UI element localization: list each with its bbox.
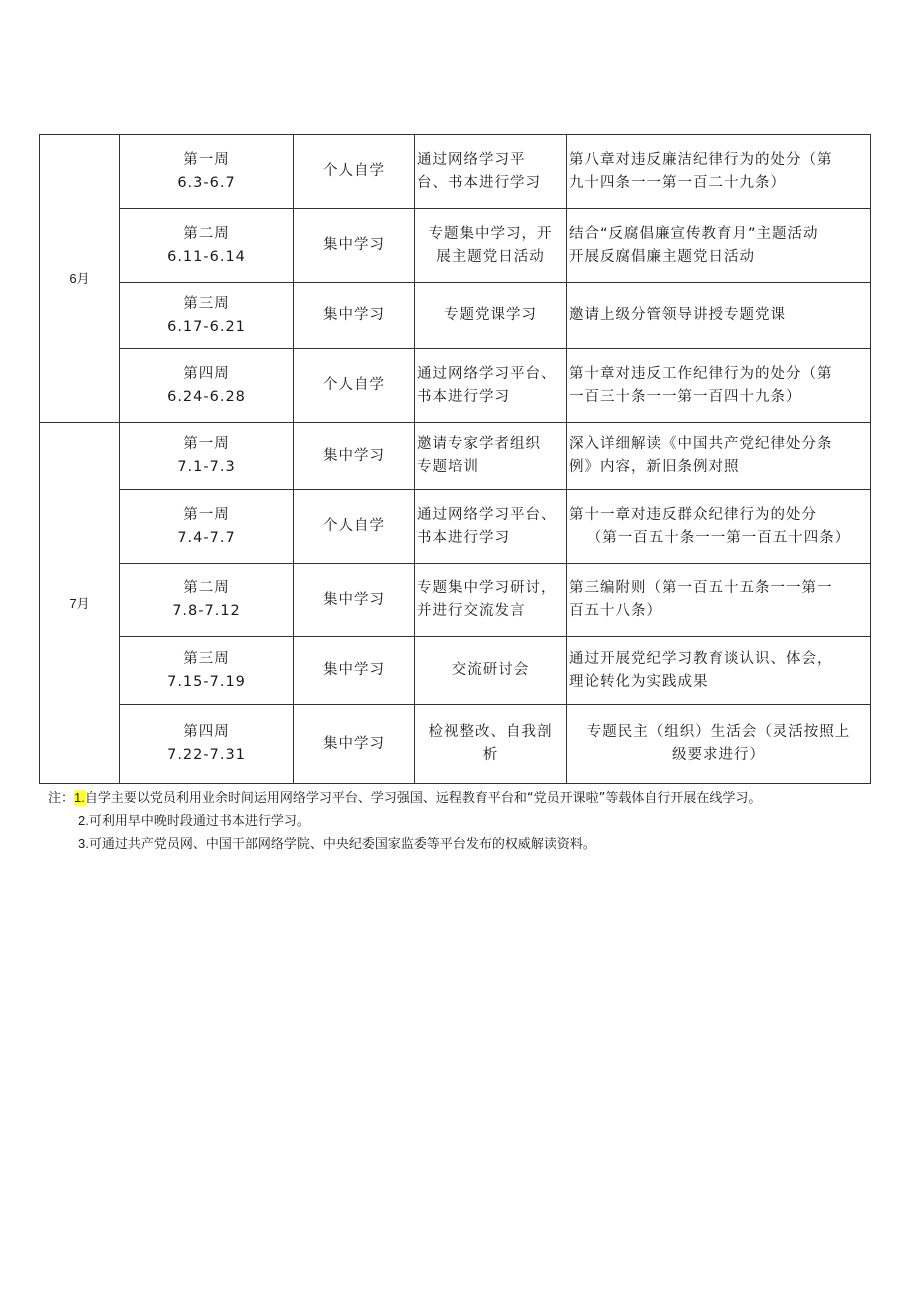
content-line: 专题民主（组织）生活会（灵活按照上 [586,724,851,740]
study-mode-cell: 集中学习 [294,283,415,349]
study-mode-cell: 集中学习 [294,637,415,705]
week-label: 第二周 [183,580,230,596]
form-line: 书本进行学习 [417,388,510,405]
study-form-cell [415,564,567,637]
study-form-cell [415,423,567,490]
form-line: 专题培训 [417,459,479,475]
study-content-cell [567,490,871,564]
week-label: 第四周 [183,724,230,740]
form-line: 析 [482,747,499,763]
study-form-cell [415,209,567,283]
note-text: 可利用早中晚时段通过书本进行学习。 [88,814,310,829]
week-dates: 7.4-7.7 [177,529,236,546]
study-form-cell [415,637,567,705]
week-label: 第一周 [183,506,230,523]
study-mode-cell: 集中学习 [294,705,415,784]
week-label: 第一周 [183,436,230,452]
week-cell [120,209,294,283]
content-line: 第八章对违反廉洁纪律行为的处分（第 [569,151,833,168]
note-item [48,833,761,856]
study-mode-cell: 集中学习 [294,423,415,490]
week-dates: 7.22-7.31 [167,747,246,763]
week-label: 第二周 [183,225,230,242]
study-content-cell [567,135,871,209]
note-text: 可通过共产党员网、中国干部网络学院、中央纪委国家监委等平台发布的权威解读资料。 [88,837,596,852]
content-line: 级要求进行） [672,747,765,763]
study-form-cell [415,705,567,784]
table-row [40,705,871,784]
study-plan-table [39,134,871,784]
form-line: 展主题党日活动 [436,248,545,265]
form-line: 通过网络学习平 [417,151,526,168]
content-line: 邀请上级分管领导讲授专题党课 [569,307,786,323]
content-line: 第三编附则（第一百五十五条一一第一 [569,580,833,596]
note-item [48,810,761,833]
table-row [40,283,871,349]
note-number: 2. [78,813,89,828]
form-line: 通过网络学习平台、 [417,365,557,382]
study-content-cell [567,637,871,705]
study-mode-cell: 个人自学 [294,349,415,423]
table-row [40,209,871,283]
study-mode-cell: 集中学习 [294,564,415,637]
study-mode-cell: 个人自学 [294,490,415,564]
table-row [40,564,871,637]
week-label: 第三周 [183,650,230,667]
content-line: 一百三十条一一第一百四十九条） [569,388,802,405]
week-dates: 7.1-7.3 [177,459,236,475]
form-line: 通过网络学习平台、 [417,506,557,523]
week-cell [120,423,294,490]
study-content-cell [567,283,871,349]
study-mode-cell: 集中学习 [294,209,415,283]
note-number: 3. [78,836,89,851]
week-cell [120,637,294,705]
week-label: 第一周 [183,151,230,168]
note-item [48,787,761,810]
form-line: 专题集中学习研讨， [417,580,557,596]
week-dates: 6.17-6.21 [167,318,246,335]
content-line: 开展反腐倡廉主题党日活动 [569,248,755,265]
content-line: 九十四条一一第一百二十九条） [569,174,786,191]
month-cell: 6月 [40,135,120,423]
form-line: 交流研讨会 [451,662,530,678]
study-form-cell [415,349,567,423]
week-dates: 6.11-6.14 [167,248,246,265]
table-row [40,637,871,705]
week-cell [120,135,294,209]
study-mode-cell: 个人自学 [294,135,415,209]
content-line: 第十一章对违反群众纪律行为的处分 [569,506,817,523]
week-label: 第三周 [183,295,230,312]
study-form-cell [415,135,567,209]
table-row [40,349,871,423]
content-line: 深入详细解读《中国共产党纪律处分条 [569,436,833,452]
content-line: （第一百五十条一一第一百五十四条） [586,529,851,546]
form-line: 书本进行学习 [417,529,510,546]
content-line: 第十章对违反工作纪律行为的处分（第 [569,365,833,382]
content-line: 例》内容，新旧条例对照 [569,459,740,475]
month-cell: 7月 [40,423,120,784]
week-cell [120,564,294,637]
form-line: 并进行交流发言 [417,603,526,619]
form-line: 专题党课学习 [444,307,537,323]
week-label: 第四周 [183,365,230,382]
content-line: 结合“反腐倡廉宣传教育月”主题活动 [569,225,819,242]
week-dates: 6.24-6.28 [167,388,246,405]
table-row [40,490,871,564]
week-dates: 6.3-6.7 [177,174,236,191]
study-form-cell [415,490,567,564]
study-content-cell [567,705,871,784]
content-line: 通过开展党纪学习教育谈认识、体会， [569,650,833,667]
study-form-cell [415,283,567,349]
table-row [40,135,871,209]
week-dates: 7.8-7.12 [172,603,241,619]
notes-prefix: 注： [48,791,75,806]
week-cell [120,349,294,423]
notes-section [48,787,761,856]
study-content-cell [567,564,871,637]
table-row [40,423,871,490]
note-number: 1. [74,790,85,805]
form-line: 台、书本进行学习 [417,174,541,191]
note-text: 自学主要以党员利用业余时间运用网络学习平台、学习强国、远程教育平台和“党员开课啦”等载体自行开展在线学习。 [84,791,762,806]
week-dates: 7.15-7.19 [167,673,246,690]
week-cell [120,490,294,564]
form-line: 专题集中学习，开 [428,225,553,242]
week-cell [120,705,294,784]
content-line: 百五十八条） [569,603,662,619]
content-line: 理论转化为实践成果 [569,673,709,690]
week-cell [120,283,294,349]
study-content-cell [567,423,871,490]
form-line: 检视整改、自我剖 [428,724,553,740]
study-content-cell [567,209,871,283]
study-content-cell [567,349,871,423]
form-line: 邀请专家学者组织 [417,436,541,452]
